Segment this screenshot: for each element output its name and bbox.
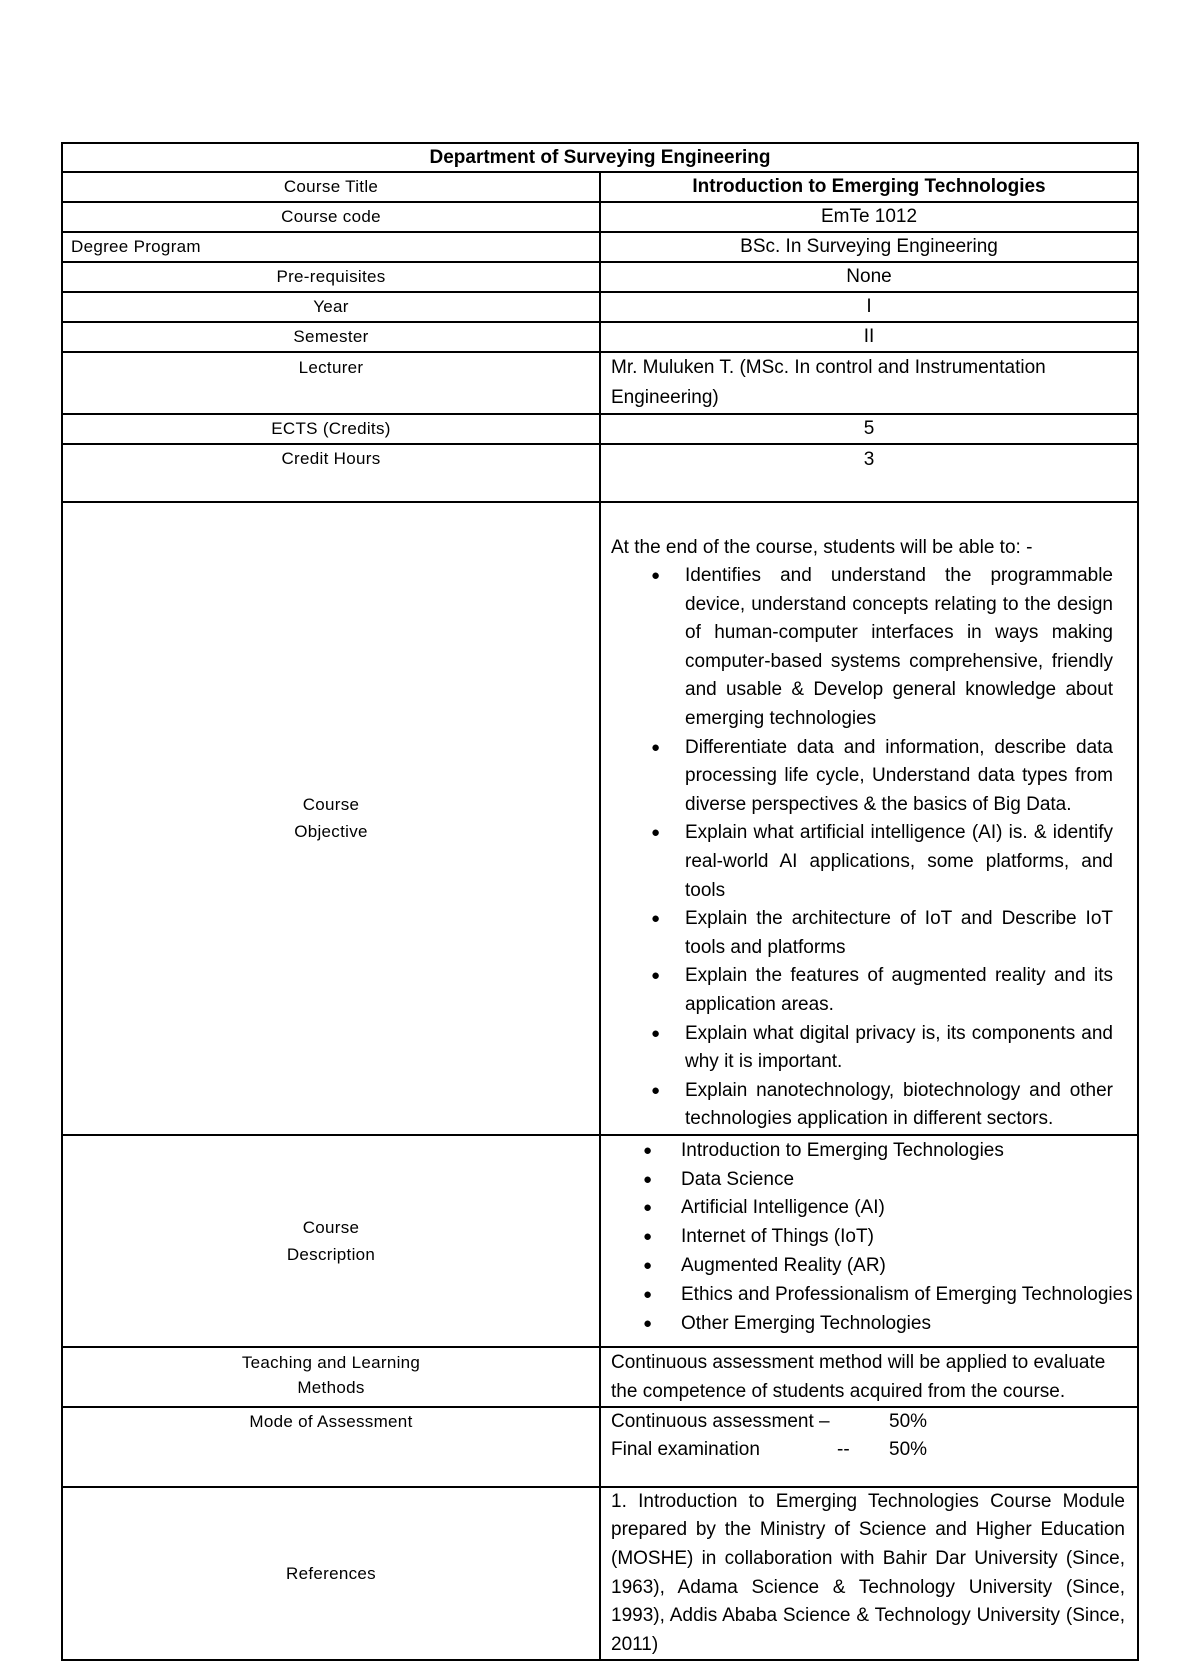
description-item: ● Artificial Intelligence (AI) — [601, 1194, 1137, 1223]
lecturer-label: Lecturer — [62, 352, 600, 414]
teaching-value: Continuous assessment method will be applied to evaluate the competence of students acquired from the course. — [600, 1347, 1138, 1407]
prerequisites-label: Pre-requisites — [62, 262, 600, 292]
year-label: Year — [62, 292, 600, 322]
credit-hours-label: Credit Hours — [62, 444, 600, 502]
description-item: ● Augmented Reality (AR) — [601, 1252, 1137, 1281]
description-label-line1: Course — [302, 1217, 360, 1237]
description-item: ● Data Science — [601, 1166, 1137, 1195]
assessment-cell — [600, 1407, 1138, 1487]
description-item: ● Internet of Things (IoT) — [601, 1223, 1137, 1252]
assessment-weight: 50% — [889, 1438, 928, 1460]
description-list — [601, 1137, 1137, 1339]
description-label — [62, 1135, 600, 1347]
assessment-name: Final examination — [611, 1438, 760, 1460]
description-cell — [600, 1135, 1138, 1347]
year-value: I — [600, 292, 1138, 322]
description-item: ● Ethics and Professionalism of Emerging Technologies — [601, 1281, 1137, 1310]
course-info-table — [61, 142, 1139, 1661]
course-title-value: Introduction to Emerging Technologies — [600, 172, 1138, 202]
description-item: ● Introduction to Emerging Technologies — [601, 1137, 1137, 1166]
teaching-label-line1: Teaching and Learning — [241, 1352, 421, 1372]
lecturer-value: Mr. Muluken T. (MSc. In control and Instrumentation Engineering) — [600, 352, 1138, 414]
assessment-line-final — [611, 1436, 1125, 1464]
course-code-value: EmTe 1012 — [600, 202, 1138, 232]
references-label: References — [62, 1487, 600, 1661]
assessment-weight: 50% — [889, 1410, 928, 1432]
objective-item: ● Explain nanotechnology, biotechnology and other technologies application in different sectors. — [611, 1077, 1113, 1134]
objective-item: ● Differentiate data and information, describe data processing life cycle, Understand data types from diverse perspectives & the basics of Big Data. — [611, 734, 1113, 820]
objective-item: ● Explain the features of augmented reality and its application areas. — [611, 962, 1113, 1019]
course-code-label: Course code — [62, 202, 600, 232]
objective-item: ● Identifies and understand the programmable device, understand concepts relating to the design of human-computer interfaces in ways making computer-based systems comprehensive, friendly and usable & Develop general knowledge about emerging technologies — [611, 562, 1113, 734]
teaching-label-line2: Methods — [297, 1377, 365, 1397]
objective-label — [62, 502, 600, 1135]
teaching-label — [62, 1347, 600, 1407]
objective-item: ● Explain what digital privacy is, its components and why it is important. — [611, 1020, 1113, 1077]
objective-list — [611, 562, 1125, 1134]
objective-cell — [600, 502, 1138, 1135]
references-value: 1. Introduction to Emerging Technologies Course Module prepared by the Ministry of Science and Higher Education (MOSHE) in collaboration with Bahir Dar University (Since, 1963), Adama Science & Technology University (Since, 1993), Addis Ababa Science & Technology University (Since, 2011) — [600, 1487, 1138, 1661]
description-item: ● Other Emerging Technologies — [601, 1310, 1137, 1339]
semester-value: II — [600, 322, 1138, 352]
objective-label-line1: Course — [302, 795, 360, 815]
objective-item: ● Explain what artificial intelligence (AI) is. & identify real-world AI applications, some platforms, and tools — [611, 819, 1113, 905]
description-label-line2: Description — [286, 1244, 376, 1264]
assessment-line-continuous — [611, 1408, 1125, 1436]
objective-intro: At the end of the course, students will be able to: - — [611, 537, 1033, 558]
semester-label: Semester — [62, 322, 600, 352]
degree-program-label: Degree Program — [62, 232, 600, 262]
assessment-name: Continuous assessment – — [611, 1410, 830, 1432]
objective-item: ● Explain the architecture of IoT and Describe IoT tools and platforms — [611, 905, 1113, 962]
prerequisites-value: None — [600, 262, 1138, 292]
objective-label-line2: Objective — [294, 822, 368, 842]
ects-value: 5 — [600, 414, 1138, 444]
credit-hours-value: 3 — [600, 444, 1138, 502]
course-title-label: Course Title — [62, 172, 600, 202]
assessment-label: Mode of Assessment — [62, 1407, 600, 1487]
degree-program-value: BSc. In Surveying Engineering — [600, 232, 1138, 262]
department-title: Department of Surveying Engineering — [62, 143, 1138, 172]
ects-label: ECTS (Credits) — [62, 414, 600, 444]
assessment-separator: -- — [837, 1438, 850, 1460]
